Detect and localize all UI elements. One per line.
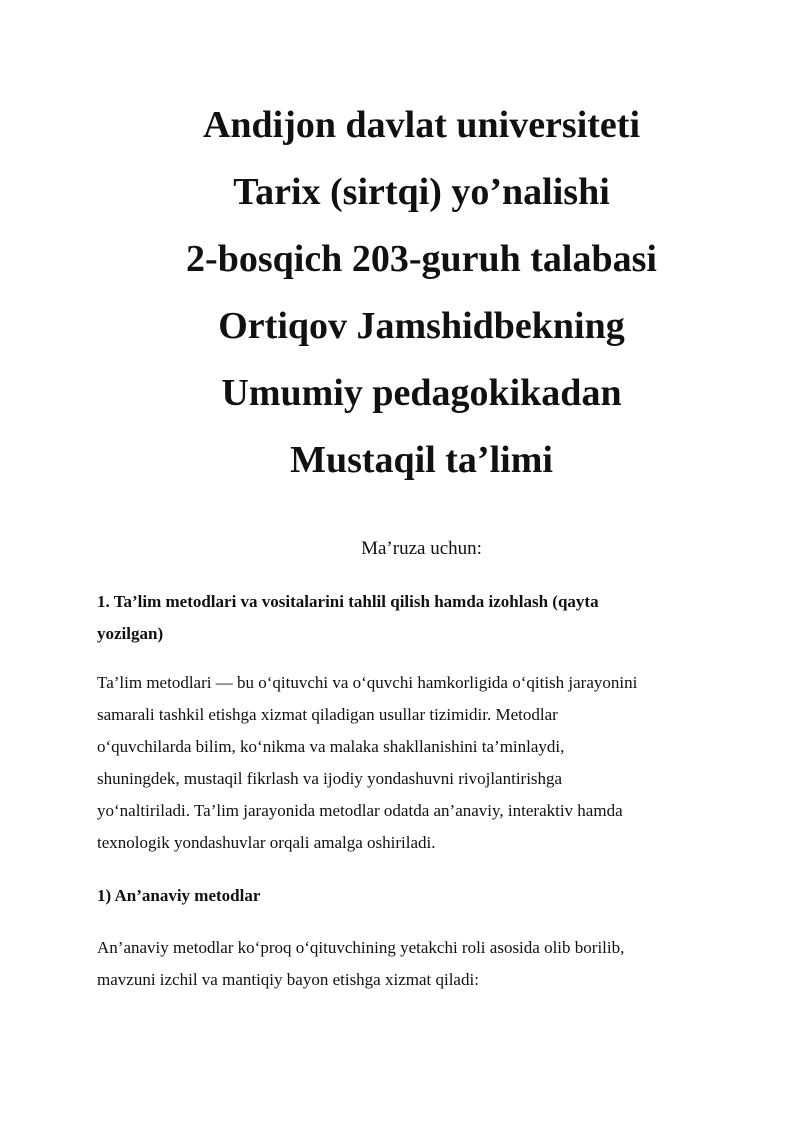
title-line-university: Andijon davlat universiteti [202, 104, 641, 146]
section-1-paragraph [97, 667, 727, 859]
section-1-heading [97, 586, 727, 650]
paragraph-line: Ta’lim metodlari — bu o‘qituvchi va o‘quvchi hamkorligida o‘qitish jarayonini [97, 673, 638, 692]
section-2-paragraph [97, 932, 727, 996]
paragraph-line: samarali tashkil etishga xizmat qiladigan usullar tizimidir. Metodlar [97, 705, 558, 724]
paragraph-line: An’anaviy metodlar ko‘proq o‘qituvchining yetakchi roli asosida olib borilib, [97, 938, 625, 957]
title-line-student: Ortiqov Jamshidbekning [218, 305, 625, 347]
title-line-group: 2-bosqich 203-guruh talabasi [186, 238, 657, 280]
section-1-heading-line: yozilgan) [97, 624, 164, 643]
paragraph-line: texnologik yondashuvlar orqali amalga oshiriladi. [97, 833, 436, 852]
title-line-work-type: Mustaqil ta’limi [290, 439, 553, 481]
paragraph-line: mavzuni izchil va mantiqiy bayon etishga xizmat qiladi: [97, 970, 479, 989]
document-title [80, 92, 763, 494]
paragraph-line: o‘quvchilarda bilim, ko‘nikma va malaka shakllanishini ta’minlaydi, [97, 737, 565, 756]
paragraph-line: shuningdek, mustaqil fikrlash va ijodiy yondashuvni rivojlantirishga [97, 769, 563, 788]
section-2-heading: 1) An’anaviy metodlar [97, 886, 261, 905]
section-1-heading-line: 1. Ta’lim metodlari va vositalarini tahlil qilish hamda izohlash (qayta [97, 592, 599, 611]
title-line-direction: Tarix (sirtqi) yo’nalishi [233, 171, 610, 213]
paragraph-line: yo‘naltiriladi. Ta’lim jarayonida metodlar odatda an’anaviy, interaktiv hamda [97, 801, 623, 820]
lecture-subtitle: Ma’ruza uchun: [361, 538, 482, 559]
title-line-subject: Umumiy pedagokikadan [221, 372, 622, 414]
